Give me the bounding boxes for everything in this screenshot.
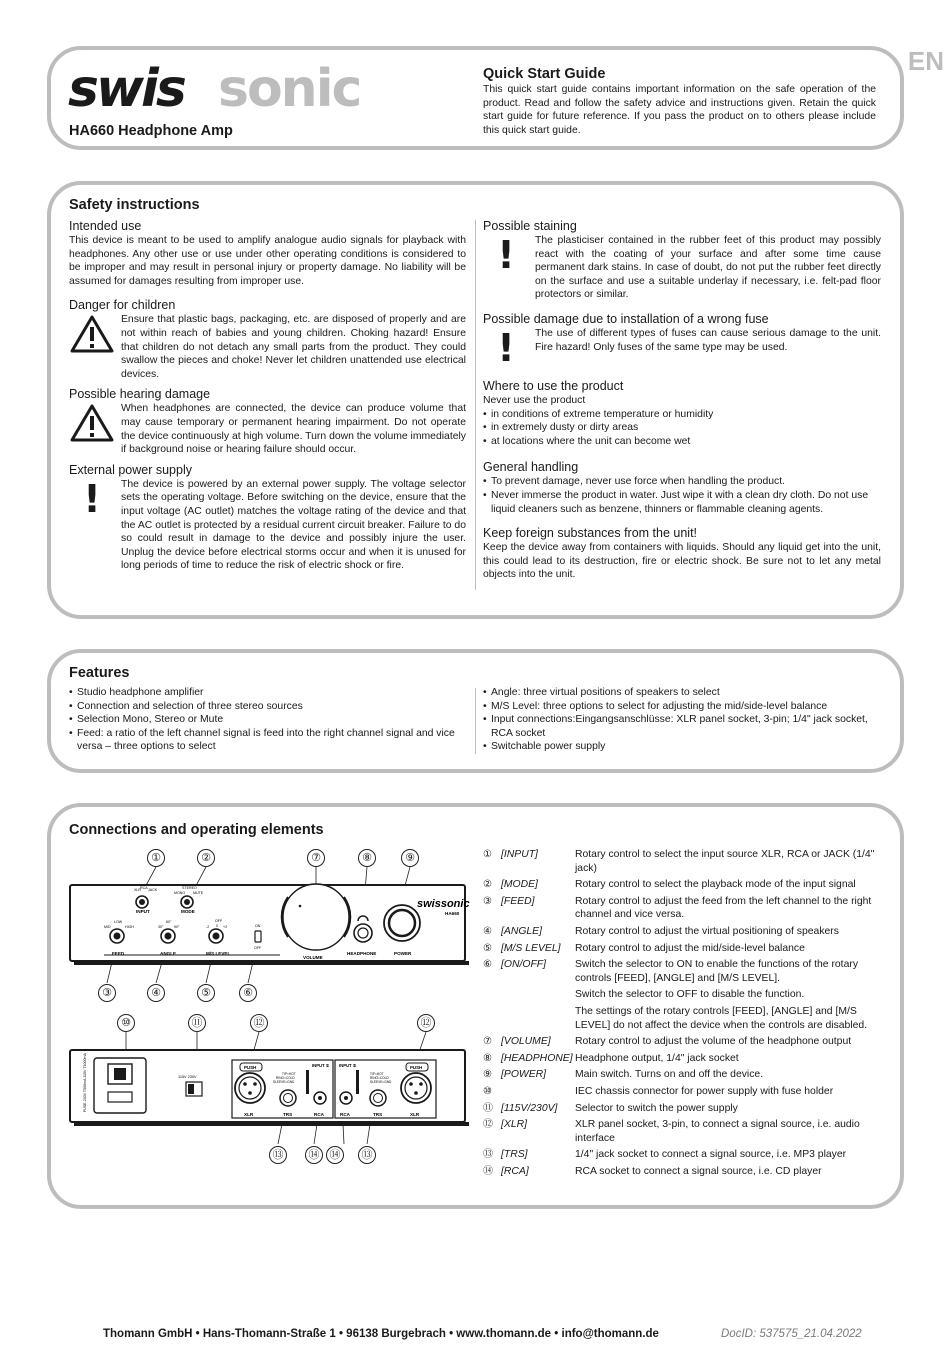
front-panel-svg [60, 845, 470, 1005]
legend-row: ⑩ IEC chassis connector for power supply with fuse holder [483, 1085, 834, 1097]
exclamation-icon: ! [83, 476, 101, 521]
legend-row: ③ [FEED] Rotary control to adjust the feed from the left channel to the right channel and vice versa. [483, 895, 872, 921]
legend-row: ⑫ [XLR] XLR panel socket, 3-pin, to connect a signal source, i.e. audio interface [483, 1119, 860, 1144]
angle-label: ANGLE [160, 951, 177, 956]
where-intro: Never use the product [483, 394, 586, 406]
hearing-text: When headphones are connected, the device can produce volume that may cause temporary or permanent hearing impairment. Do not operate the device continuously at high volume. Turn down the volume immediately if background noise or hearing failure should occur. [121, 403, 466, 456]
staining-title: Possible staining [483, 219, 577, 233]
connections-legend [483, 848, 893, 1178]
language-tag: EN [907, 46, 944, 76]
ms-minus2-label: -2 [206, 925, 210, 929]
input-xlr-label: XLR [134, 888, 141, 892]
callout-7: ⑦ [307, 849, 325, 867]
rca-label-1: RCA [314, 1112, 324, 1117]
feed-high-label: HIGH [125, 925, 134, 929]
push-label-2: PUSH [410, 1065, 423, 1070]
headphone-label: HEADPHONE [347, 951, 377, 956]
children-text: Ensure that plastic bags, packaging, etc. are disposed of properly and are not within reach of babies and young children. Choking hazard! Ensure that children do not detach any small parts from the product. They could swallow the pieces and choke! Never let children unattended use electrical devices. [121, 314, 466, 380]
features-left-list [69, 686, 466, 754]
list-item: • Never immerse the product in water. Just wipe it with a clean dry cloth. Do not use liquid cleaners such as benzene, thinners or flammable cleaning agents. [483, 489, 881, 516]
footer-address: Thomann GmbH • Hans-Thomann-Straße 1 • 96138 Burgebrach • www.thomann.de • info@thomann.de [103, 1328, 659, 1340]
tip-label-2: TIP=HOT [370, 1072, 384, 1076]
xlr-label-1: XLR [244, 1112, 254, 1117]
legend-row: ⑬ [TRS] 1/4" jack socket to connect a signal source, i.e. MP3 player [483, 1149, 847, 1161]
handling-list [483, 475, 881, 516]
angle-60-label: 60° [166, 920, 172, 924]
input-rca-label: RCA [140, 886, 148, 890]
svg-text:sonic: sonic [218, 62, 361, 114]
features-title: Features [69, 665, 130, 681]
callout-14a: ⑭ [305, 1146, 323, 1164]
legend-row: ⑥ [ON/OFF] Switch the selector to ON to enable the functions of the rotary controls [FEED], [ANGLE] and [M/S LEVEL]. [483, 959, 859, 984]
callout-5: ⑤ [197, 984, 215, 1002]
legend-row: Switch the selector to OFF to disable the function. [575, 989, 805, 1001]
rca-label-2: RCA [340, 1112, 350, 1117]
front-panel-diagram [60, 845, 470, 1005]
where-list [483, 408, 881, 449]
ms-plus2-label: +2 [223, 925, 228, 929]
fuse-label: FUSE 230V T500mA 115V T1000mA [83, 1053, 87, 1112]
list-item: • M/S Level: three options to select for adjusting the mid/side-level balance [483, 700, 881, 714]
where-title: Where to use the product [483, 378, 624, 393]
list-item: • in extremely dusty or dirty areas [483, 421, 881, 435]
fuse-text: The use of different types of fuses can cause serious damage to the unit. Fire hazard! Only fuses of the same type may be used. [535, 327, 881, 353]
trs-label-1: TRS [283, 1112, 293, 1117]
legend-row: ⑧ [HEADPHONE] Headphone output, 1/4" jack socket [483, 1052, 739, 1064]
legend-row: The settings of the rotary controls [FEED], [ANGLE] and [M/S LEVEL] do not affect the device when the controls are disabled. [575, 1005, 868, 1031]
list-item: • in conditions of extreme temperature or humidity [483, 408, 881, 422]
callout-13a: ⑬ [269, 1146, 287, 1164]
input-label: INPUT [136, 909, 150, 914]
foreign-title: Keep foreign substances from the unit! [483, 526, 698, 541]
front-logo: swissonic [417, 898, 470, 910]
callout-13b: ⑬ [358, 1146, 376, 1164]
ms-off-label: OFF [215, 919, 223, 923]
feed-mid-label: MID [104, 925, 111, 929]
callout-3: ③ [98, 984, 116, 1002]
intended-title: Intended use [69, 219, 142, 233]
features-right-list [483, 686, 881, 754]
voltage-label: 115V 230V [178, 1075, 197, 1079]
list-item: • Feed: a ratio of the left channel signal is feed into the right channel signal and vice versa – three options to select [69, 727, 466, 754]
svg-text:swis: swis [68, 62, 184, 114]
children-warning [69, 313, 466, 381]
hearing-title: Possible hearing damage [69, 387, 211, 402]
volume-label: VOLUME [303, 955, 323, 960]
features-divider [475, 688, 476, 754]
callout-8: ⑧ [358, 849, 376, 867]
list-item: • Connection and selection of three stereo sources [69, 700, 466, 714]
trs-label-2: TRS [373, 1112, 383, 1117]
switch-on-label: ON [255, 924, 261, 928]
power-warning [69, 478, 466, 573]
angle-90-label: 90° [174, 925, 180, 929]
list-item: • To prevent damage, never use force when handling the product. [483, 475, 881, 489]
product-title: HA660 Headphone Amp [69, 123, 233, 139]
safety-left-column [69, 219, 466, 573]
sleeve-label-1: SLEEVE=GND [273, 1080, 295, 1084]
feed-low-label: LOW [114, 920, 123, 924]
ring-label-1: RING=COLD [276, 1076, 295, 1080]
foreign-text: Keep the device away from containers with liquids. Should any liquid get into the unit, this could lead to its destruction, fire or electric shock. Be sure not to let any metal objects into the unit. [483, 542, 881, 581]
switch-off-label: OFF [254, 946, 262, 950]
legend-row: ⑭ [RCA] RCA socket to connect a signal source, i.e. CD player [483, 1165, 822, 1177]
input1-label: INPUT ① [312, 1063, 330, 1068]
connections-title: Connections and operating elements [69, 822, 324, 838]
qsg-title: Quick Start Guide [483, 66, 606, 82]
callout-12a: ⑫ [250, 1014, 268, 1032]
exclamation-icon: ! [497, 233, 515, 277]
feed-label: FEED [112, 951, 125, 956]
mode-label: MODE [181, 909, 195, 914]
list-item: • Angle: three virtual positions of speakers to select [483, 686, 881, 700]
fuse-title: Possible damage due to installation of a wrong fuse [483, 311, 769, 326]
legend-row: ④ [ANGLE] Rotary control to adjust the virtual positioning of speakers [483, 925, 839, 937]
swissonic-logo-icon [68, 62, 368, 114]
callout-9: ⑨ [401, 849, 419, 867]
rear-panel-diagram [60, 1012, 470, 1167]
front-model: HA660 [445, 911, 460, 916]
push-label-1: PUSH [244, 1065, 257, 1070]
xlr-label-2: XLR [410, 1112, 420, 1117]
safety-title: Safety instructions [69, 197, 200, 213]
sleeve-label-2: SLEEVE=GND [370, 1080, 392, 1084]
input-jack-label: JACK [148, 888, 158, 892]
mode-mono-label: MONO [174, 891, 186, 895]
staining-warning [483, 234, 881, 302]
ms-zero-label: 0 [216, 924, 218, 928]
hearing-warning [69, 402, 466, 456]
fuse-warning [483, 325, 881, 370]
callout-4: ④ [147, 984, 165, 1002]
list-item: • at locations where the unit can become wet [483, 435, 881, 449]
legend-row: ① [INPUT] Rotary control to select the input source XLR, RCA or JACK (1/4" jack) [483, 849, 875, 874]
callout-14b: ⑭ [326, 1146, 344, 1164]
callout-11: ⑪ [188, 1014, 206, 1032]
callout-6: ⑥ [239, 984, 257, 1002]
power-text: The device is powered by an external power supply. The voltage selector sets the operating voltage. Before switching on the device, ensure that the input voltage (AC outlet) matches the voltage rating of the device and that the AC outlet is protected by a residual current circuit breaker. Failure to do so could result in damage to the device and possibly injure the user. Unplug the device before electrical storms occur and when it is unused for long periods of time to reduce the risk of electric shock or fire. [121, 478, 466, 572]
children-title: Danger for children [69, 298, 176, 313]
ms-level-label: M/S LEVEL [206, 951, 231, 956]
legend-row: ⑪ [115V/230V] Selector to switch the power supply [483, 1102, 738, 1114]
mode-mute-label: MUTE [193, 891, 204, 895]
power-title: External power supply [69, 462, 192, 477]
handling-title: General handling [483, 460, 579, 475]
brand-logo [68, 62, 368, 114]
legend-row: ② [MODE] Rotary control to select the playback mode of the input signal [483, 879, 856, 891]
exclamation-icon: ! [497, 325, 515, 370]
qsg-text: This quick start guide contains important information on the safe operation of the product. Read and follow the safety advice and instructions given. Retain the quick start guide for future reference. If you pass the product on to others please include this quick start guide. [483, 84, 876, 136]
intended-text: This device is meant to be used to amplify analogue audio signals for playback with headphones. Any other use or use under other operating conditions is considered to be improper and may result in personal injury or property damage. No liability will be assumed for damages resulting from improper use. [69, 235, 466, 287]
angle-30-label: 30° [158, 925, 164, 929]
warning-triangle-icon [70, 404, 114, 442]
list-item: • Input connections:Eingangsanschlüsse: XLR panel socket, 3-pin; 1/4" jack socket, RCA socket [483, 713, 881, 740]
power-label: POWER [394, 951, 412, 956]
rear-panel-svg [60, 1012, 470, 1167]
mode-stereo-label: STEREO [182, 886, 197, 890]
safety-right-column [483, 219, 881, 582]
callout-12b: ⑫ [417, 1014, 435, 1032]
legend-row: ⑤ [M/S LEVEL] Rotary control to adjust the mid/side-level balance [483, 942, 805, 954]
callout-2: ② [197, 849, 215, 867]
warning-triangle-icon [70, 315, 114, 353]
legend-row: ⑨ [POWER] Main switch. Turns on and off the device. [483, 1069, 764, 1081]
safety-divider [475, 220, 476, 590]
list-item: • Studio headphone amplifier [69, 686, 466, 700]
list-item: • Selection Mono, Stereo or Mute [69, 713, 466, 727]
staining-text: The plasticiser contained in the rubber feet of this product may possibly react with the coating of your surface and after some time cause permanent dark stains. In case of doubt, do not put the rubber feet directly on the surface and use a suitable underlay if necessary, i.e. felt-pad floor protectors or similar. [535, 235, 881, 301]
callout-10: ⑩ [117, 1014, 135, 1032]
input2-label: INPUT ② [339, 1063, 357, 1068]
tip-label-1: TIP=HOT [282, 1072, 296, 1076]
list-item: • Switchable power supply [483, 740, 881, 754]
ring-label-2: RING=COLD [370, 1076, 389, 1080]
doc-id: DocID: 537575_21.04.2022 [721, 1328, 862, 1340]
legend-row: ⑦ [VOLUME] Rotary control to adjust the volume of the headphone output [483, 1036, 852, 1048]
callout-1: ① [147, 849, 165, 867]
